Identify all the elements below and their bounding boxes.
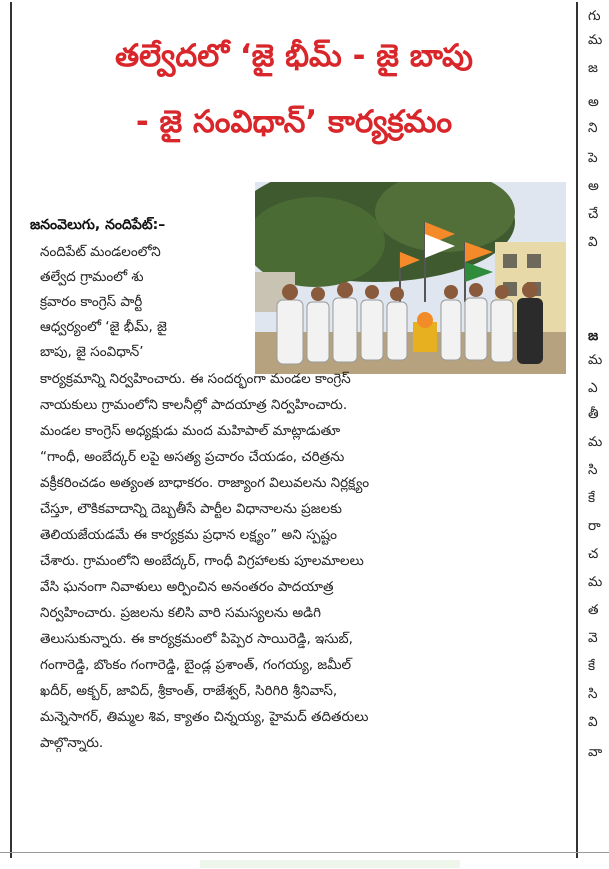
adjacent-column-text: వి bbox=[588, 714, 598, 730]
body-line: కార్యక్రమాన్ని నిర్వహించారు. ఈ సందర్భంగా మండల కాంగ్రెస్ bbox=[40, 371, 351, 387]
adjacent-column-text: జ bbox=[588, 60, 598, 76]
body-line: నిర్వహించారు. ప్రజలను కలిసి వారి సమస్యలను అడిగి bbox=[40, 605, 322, 621]
body-line: తల్వేద గ్రామంలో శు bbox=[40, 269, 144, 285]
headline-line-2: - జై సంవిధాన్’ కార్యక్రమం bbox=[135, 104, 453, 140]
adjacent-column-text: తీ bbox=[588, 406, 599, 422]
adjacent-column-text: ని bbox=[588, 120, 598, 136]
body-line: చేస్తూ, లౌకికవాదాన్ని దెబ్బతీసే పార్టీల విధానాలను ప్రజలకు bbox=[40, 501, 342, 517]
body-line: నందిపేట్ మండలంలోని bbox=[40, 244, 161, 260]
body-line: ఆధ్వర్యంలో ‘జై భీమ్, జై bbox=[40, 319, 167, 335]
adjacent-column-text: వె bbox=[588, 630, 598, 646]
adjacent-column-text: రా bbox=[588, 518, 601, 534]
body-line: తెలియజేయడమే ఈ కార్యక్రమ ప్రధాన లక్ష్యం” అని స్పష్టం bbox=[40, 527, 337, 543]
dateline: జనంవెలుగు, నందిపేట్:– bbox=[30, 217, 166, 233]
adjacent-column-text: మ bbox=[588, 32, 603, 48]
adjacent-column-text: త bbox=[588, 602, 599, 618]
body-line: తెలుసుకున్నారు. ఈ కార్యక్రమంలో పిప్పెర సాయిరెడ్డి, ఇసుబ్, bbox=[40, 631, 353, 647]
body-line: పాల్గొన్నారు. bbox=[40, 735, 104, 751]
adjacent-column-text: మ bbox=[588, 434, 603, 450]
adjacent-column-text: సి bbox=[588, 686, 598, 702]
adjacent-column-text: పె bbox=[588, 150, 598, 166]
body-line: వేసి ఘనంగా నివాళులు అర్పించిన అనంతరం పాదయాత్ర bbox=[40, 579, 334, 595]
adjacent-column-fragment bbox=[586, 0, 609, 869]
body-line: మన్నెసాగర్, తిమ్మల శివ, క్యాతం చిన్నయ్య, హైమద్ తదితరులు bbox=[40, 709, 369, 725]
body-line: మండల కాంగ్రెస్ అధ్యక్షుడు మంద మహిపాల్ మాట్లాడుతూ bbox=[40, 423, 341, 439]
body-line: నాయకులు గ్రామంలోని కాలనీల్లో పాదయాత్ర నిర్వహించారు. bbox=[40, 397, 348, 413]
body-line: చేశారు. గ్రామంలోని అంబేద్కర్, గాంధీ విగ్రహాలకు పూలమాలలు bbox=[40, 553, 364, 569]
body-line: బాపు, జై సంవిధాన్’ bbox=[40, 344, 144, 360]
adjacent-column-text: ఎ bbox=[588, 380, 598, 396]
adjacent-column-text: సి bbox=[588, 462, 598, 478]
adjacent-column-text: అ bbox=[588, 178, 599, 194]
article-frame bbox=[10, 2, 578, 858]
faint-strip bbox=[200, 860, 460, 868]
body-line: వక్రీకరించడం అత్యంత బాధాకరం. రాజ్యాంగ విలువలను నిర్లక్ష్యం bbox=[40, 475, 370, 491]
adjacent-column-text: మ bbox=[588, 574, 603, 590]
body-line: ఖదీర్, అక్బర్, జావిద్, శ్రీకాంత్, రాజేశ్వర్, సిరిగిరి శ్రీనివాస్, bbox=[40, 683, 338, 699]
adjacent-column-text: జ bbox=[588, 328, 599, 344]
adjacent-column-text: చే bbox=[588, 206, 599, 222]
adjacent-column-text: చ bbox=[588, 546, 599, 562]
bottom-rule bbox=[0, 852, 609, 853]
adjacent-column-text: కే bbox=[588, 490, 596, 506]
headline-line-1: తల్వేదలో ‘జై భీమ్ - జై బాపు bbox=[115, 38, 473, 74]
adjacent-column-text: వా bbox=[588, 744, 603, 760]
adjacent-column-text: మ bbox=[588, 352, 603, 368]
group-photo-illustration bbox=[255, 182, 566, 374]
body-line: క్రవారం కాంగ్రెస్ పార్టీ bbox=[40, 294, 143, 310]
adjacent-column-text: గు bbox=[588, 8, 601, 24]
adjacent-column-text: కే bbox=[588, 658, 596, 674]
body-line: గంగారెడ్డి, బొంకం గంగారెడ్డి, బైండ్ల ప్రశాంత్, గంగయ్య, జమీల్ bbox=[40, 657, 352, 673]
body-line: “గాంధీ, అంబేద్కర్ లపై అసత్య ప్రచారం చేయడం, చరిత్రను bbox=[40, 449, 345, 465]
adjacent-column-text: వి bbox=[588, 234, 598, 250]
article-photo bbox=[255, 182, 566, 374]
adjacent-column-text: అ bbox=[588, 94, 599, 110]
